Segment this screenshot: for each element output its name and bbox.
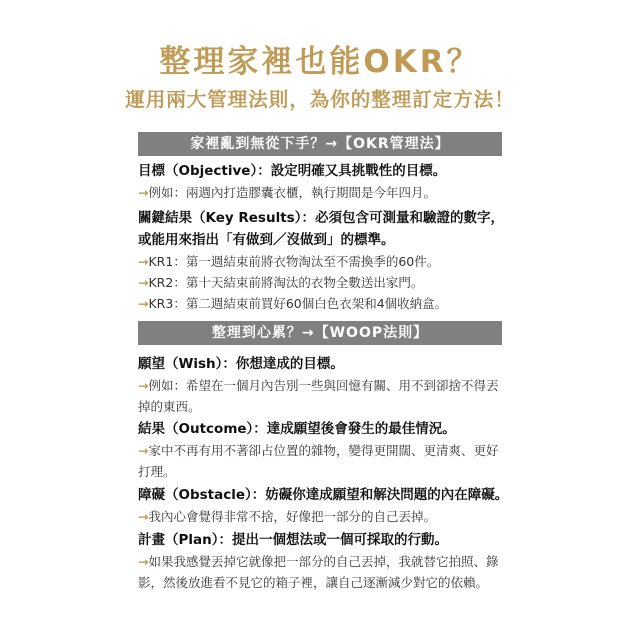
kr-item-text: KR3：第二週結束前買好60個白色衣架和4個收納盒。: [148, 296, 448, 311]
obstacle-heading: 障礙（Obstacle）：妨礙你達成願望和解決問題的內在障礙。: [138, 487, 509, 503]
arrow-icon: →: [138, 296, 149, 311]
wish-heading: 願望（Wish）：你想達成的目標。: [138, 356, 344, 372]
obstacle-example-text: 我內心會覺得非常不捨，好像把一部分的自己丟掉。: [148, 509, 436, 524]
woop-plan: [138, 529, 504, 593]
section-bar-woop: 整理到心累？→【WOOP法則】: [138, 321, 502, 345]
kr-item: [138, 251, 504, 272]
kr-item-text: KR2：第十天結束前將淘汰的衣物全數送出家門。: [148, 275, 424, 290]
arrow-icon: →: [138, 443, 149, 458]
wish-example-text: 例如：希望在一個月內告別一些與回憶有關、用不到卻捨不得丟掉的東西。: [138, 378, 499, 414]
page-subtitle: 運用兩大管理法則，為你的整理訂定方法！: [125, 88, 515, 111]
objective-example: [138, 182, 504, 203]
woop-obstacle: [138, 484, 509, 527]
key-results-heading: 關鍵結果（Key Results）：必須包含可測量和驗證的數字，或能用來指出「有做到／沒做到」的標準。: [138, 210, 504, 248]
kr-item-text: KR1：第一週結束前將衣物淘汰至不需換季的60件。: [148, 254, 440, 269]
plan-example: [138, 551, 504, 593]
outcome-heading: 結果（Outcome）：達成願望後會發生的最佳情況。: [138, 421, 456, 437]
okr-key-results: [138, 207, 504, 314]
arrow-icon: →: [138, 185, 149, 200]
kr-item: [138, 272, 504, 293]
page-title: 整理家裡也能OKR？: [159, 44, 481, 80]
kr-item: [138, 293, 504, 314]
arrow-icon: →: [138, 509, 149, 524]
woop-outcome: [138, 418, 504, 482]
arrow-icon: →: [138, 554, 149, 569]
plan-heading: 計畫（Plan）：提出一個想法或一個可採取的行動。: [138, 532, 448, 548]
okr-objective: [138, 160, 504, 203]
plan-example-text: 如果我感覺丟掉它就像把一部分的自己丟掉，我就替它拍照、錄影，然後放進看不見它的箱子裡，讓自己逐漸減少對它的依賴。: [138, 554, 499, 590]
outcome-example-text: 家中不再有用不著卻占位置的雜物，變得更開闊、更清爽、更好打理。: [138, 443, 499, 479]
wish-example: [138, 375, 504, 417]
arrow-icon: →: [138, 275, 149, 290]
objective-example-text: 例如：兩週內打造膠囊衣櫃，執行期間是今年四月。: [148, 185, 436, 200]
objective-heading: 目標（Objective）：設定明確又具挑戰性的目標。: [138, 163, 447, 179]
outcome-example: [138, 440, 504, 482]
obstacle-example: [138, 506, 504, 527]
arrow-icon: →: [138, 254, 149, 269]
arrow-icon: →: [138, 378, 149, 393]
section-bar-okr: 家裡亂到無從下手？→【OKR管理法】: [138, 132, 502, 156]
woop-wish: [138, 353, 504, 417]
